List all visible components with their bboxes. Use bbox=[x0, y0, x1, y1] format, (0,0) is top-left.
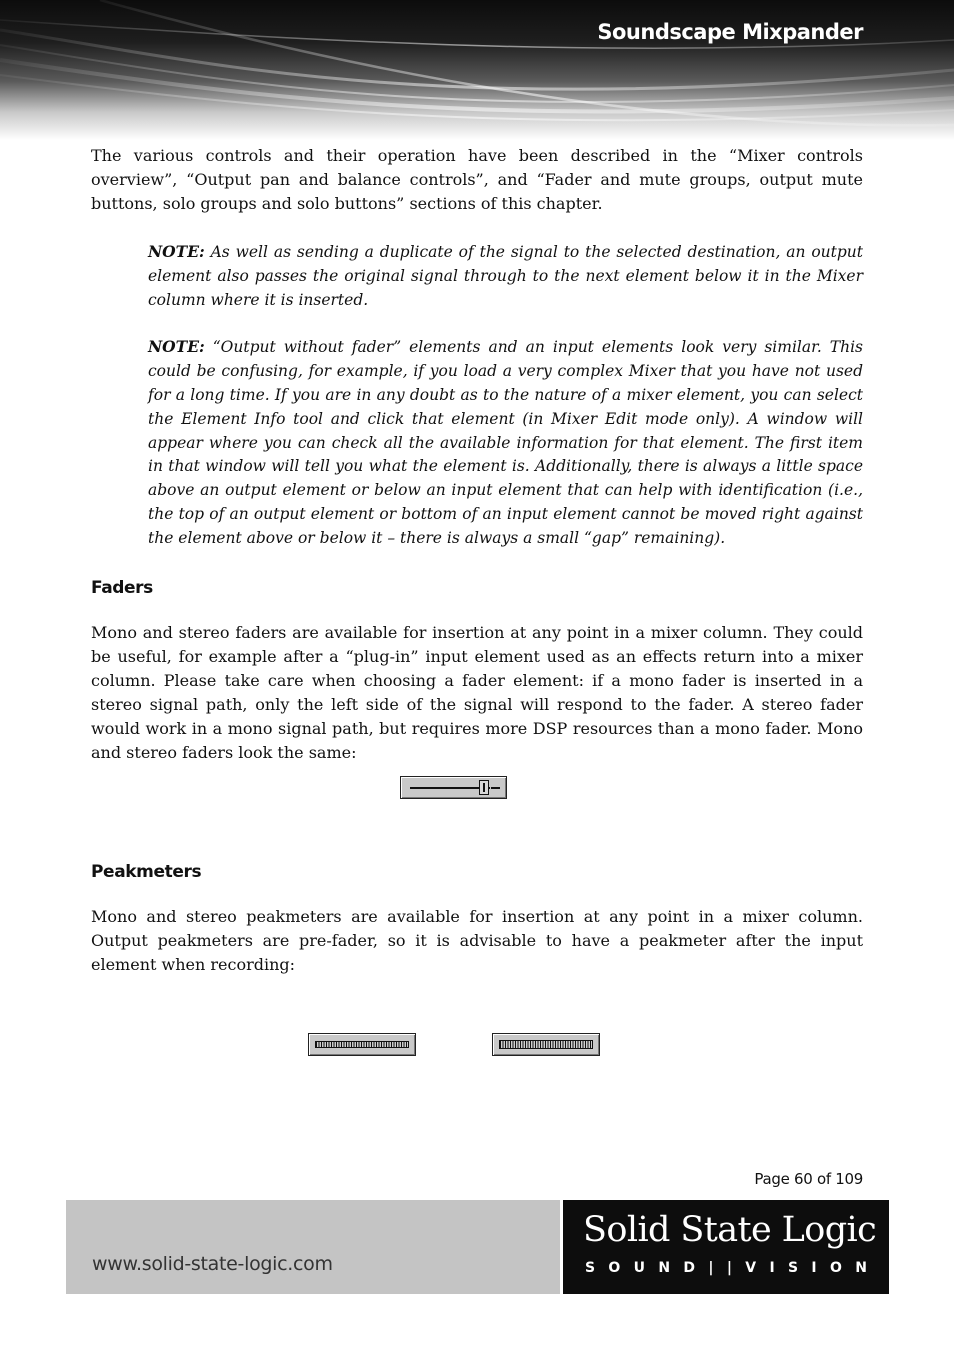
tagline-divider: | bbox=[708, 1260, 714, 1276]
fader-track bbox=[410, 787, 490, 789]
faders-heading: Faders bbox=[91, 577, 153, 598]
intro-paragraph: The various controls and their operation have been described in the “Mixer controls overview”, “Output pan and balance controls”, and “Fader and mute groups, output mute buttons, solo groups and solo buttons” sections of this chapter. bbox=[91, 146, 863, 213]
fader-track-end bbox=[491, 787, 500, 789]
note-output-without-fader bbox=[148, 335, 863, 550]
brand-logo-panel bbox=[563, 1200, 889, 1294]
tagline-letter: S bbox=[787, 1260, 799, 1276]
tagline-letter: U bbox=[633, 1260, 646, 1276]
fader-element-image bbox=[400, 776, 507, 799]
tagline-letter: V bbox=[745, 1260, 757, 1276]
fader-knob bbox=[479, 780, 489, 795]
footer-url-panel bbox=[66, 1200, 560, 1294]
website-link[interactable]: www.solid-state-logic.com bbox=[92, 1253, 333, 1275]
note-output-element bbox=[148, 240, 863, 312]
brand-logo: Solid State Logic bbox=[583, 1210, 877, 1250]
page-content bbox=[91, 144, 863, 977]
tagline-letter: O bbox=[608, 1260, 621, 1276]
note-label: NOTE: bbox=[148, 337, 205, 357]
meter-segments bbox=[315, 1041, 409, 1048]
tagline-letter: N bbox=[658, 1260, 671, 1276]
meter-segments bbox=[499, 1040, 593, 1049]
document-title: Soundscape Mixpander bbox=[597, 20, 863, 44]
page-number: Page 60 of 109 bbox=[754, 1170, 863, 1188]
tagline-letter: S bbox=[585, 1260, 596, 1276]
tagline-letter: O bbox=[829, 1260, 842, 1276]
note-text: As well as sending a duplicate of the signal to the selected destination, an output element also passes the original signal through to the next element below it in the Mixer column where it is inserted. bbox=[148, 243, 863, 309]
faders-paragraph: Mono and stereo faders are available for insertion at any point in a mixer column. They could be useful, for example after a “plug-in” input element used as an effects return into a mixer column. Please take care when choosing a fader element: if a mono fader is inserted in a stereo signal path, only the left side of the signal will respond to the fader. A stereo fader would work in a mono signal path, but requires more DSP resources than a mono fader. Mono and stereo faders look the same: bbox=[91, 622, 863, 762]
mono-peakmeter-image bbox=[308, 1033, 416, 1056]
note-label: NOTE: bbox=[148, 242, 205, 261]
tagline-letter: D bbox=[683, 1260, 696, 1276]
note-text: “Output without fader” elements and an input elements look very similar. This could be confusing, for example, if you load a very complex Mixer that you have not used for a long time. If you are in any doubt as to the nature of a mixer element, you can select the Element Info tool and click that element (in Mixer Edit mode only). A window will appear where you can check all the available information for that element. The first item in that window will tell you what the element is. Additionally, there is always a little space above an output element or below an input element that can help with identification (i.e., the top of an output element or bottom of an input element cannot be moved right against the element above or below it – there is always a small “gap” remaining). bbox=[148, 338, 863, 547]
tagline-letter: N bbox=[855, 1260, 867, 1276]
peakmeters-paragraph: Mono and stereo peakmeters are available for insertion at any point in a mixer column. Output peakmeters are pre-fader, so it is advisable to have a peakmeter after the input element when recording: bbox=[91, 906, 863, 974]
page-header bbox=[0, 0, 954, 140]
tagline-letter: I bbox=[811, 1260, 817, 1276]
tagline-divider: | bbox=[726, 1260, 732, 1276]
tagline-letter: I bbox=[769, 1260, 775, 1276]
peakmeters-heading: Peakmeters bbox=[91, 861, 202, 882]
brand-tagline bbox=[585, 1260, 867, 1276]
stereo-peakmeter-image bbox=[492, 1033, 600, 1056]
